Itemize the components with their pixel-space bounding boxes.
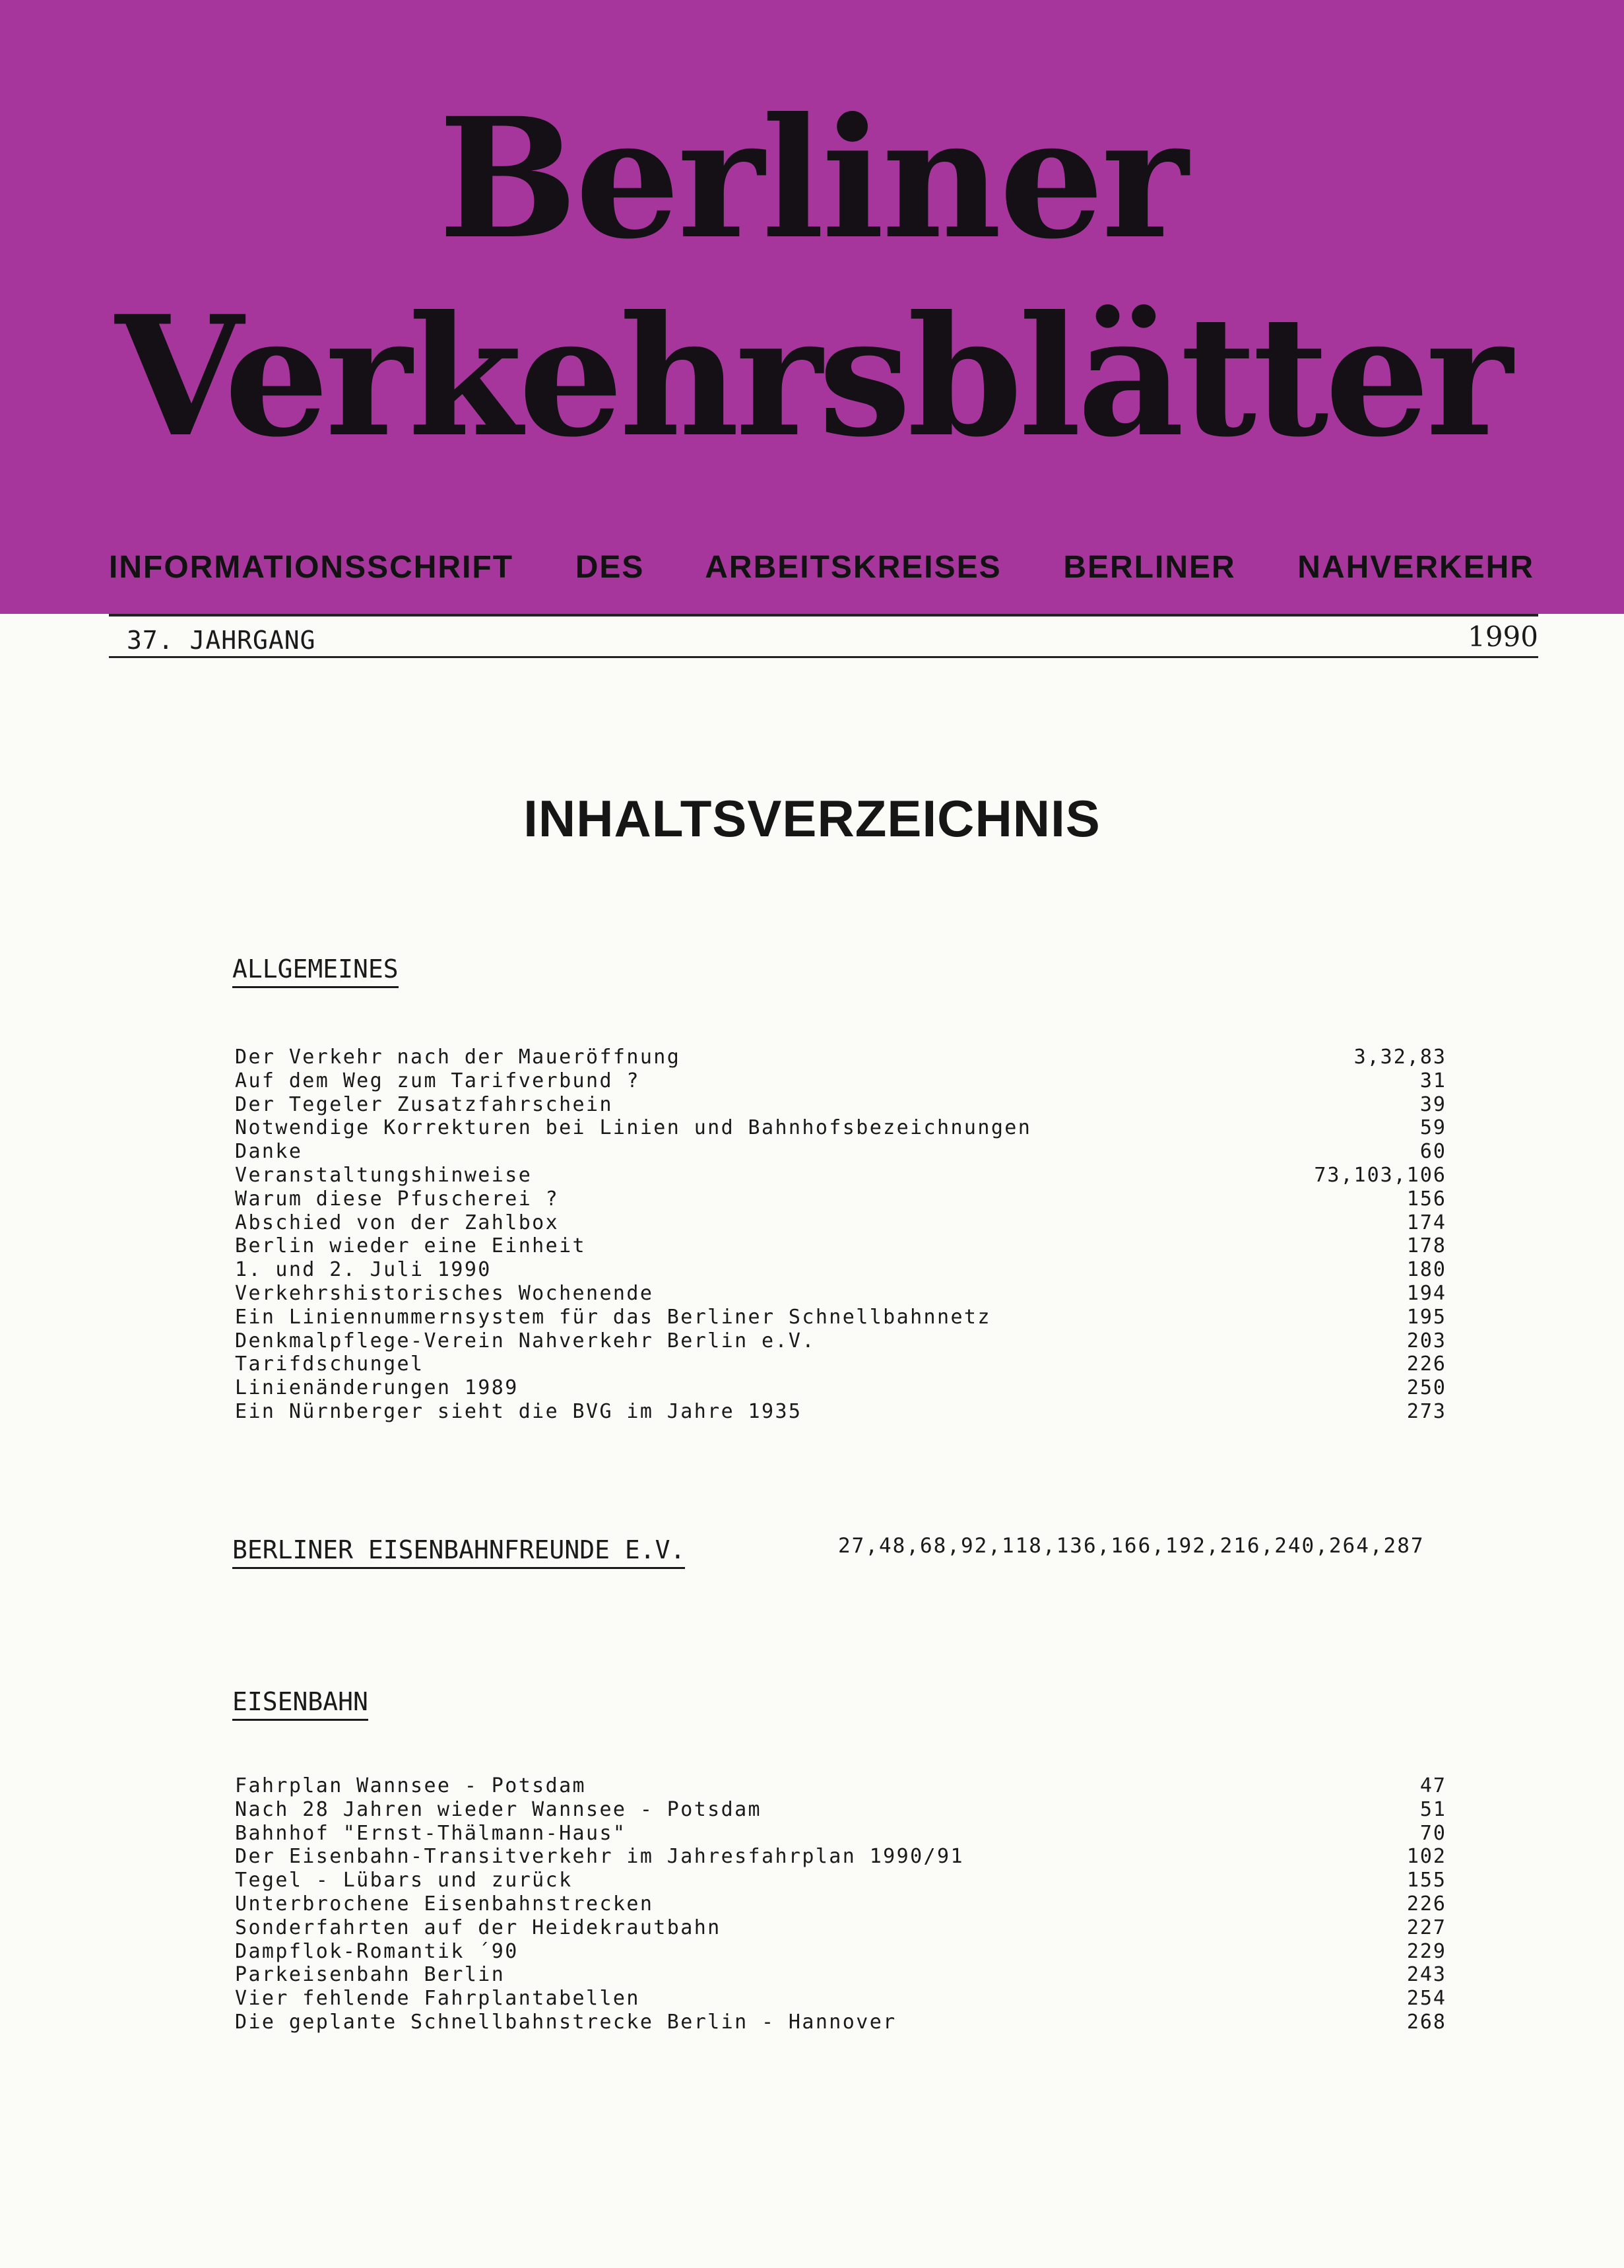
toc-entry-title: Fahrplan Wannsee - Potsdam xyxy=(235,1774,586,1797)
toc-entry-pages: 47 xyxy=(1419,1774,1446,1797)
toc-entry-title: 1. und 2. Juli 1990 xyxy=(235,1258,492,1282)
toc-entry-pages: 250 xyxy=(1406,1376,1446,1400)
section-title-eisenbahn: EISENBAHN xyxy=(232,1687,368,1721)
toc-entry-title: Ein Nürnberger sieht die BVG im Jahre 1935 xyxy=(235,1399,802,1423)
toc-entry xyxy=(235,1845,1446,1869)
toc-entry-pages: 203 xyxy=(1406,1329,1446,1352)
header-rule-top xyxy=(109,614,1538,617)
toc-entry-pages: 254 xyxy=(1406,1987,1446,2011)
toc-entry-title: Berlin wieder eine Einheit xyxy=(235,1234,586,1258)
toc-entry-title: Abschied von der Zahlbox xyxy=(235,1211,560,1234)
toc-entry xyxy=(235,1987,1446,2011)
toc-entry xyxy=(235,1140,1446,1164)
toc-entry-pages: 226 xyxy=(1406,1892,1446,1916)
toc-list-allgemeines xyxy=(235,1046,1446,1424)
toc-entry xyxy=(235,1869,1446,1892)
toc-entry-title: Der Eisenbahn-Transitverkehr im Jahresfahrplan 1990/91 xyxy=(235,1845,964,1869)
toc-entry xyxy=(235,1892,1446,1916)
toc-entry-pages: 102 xyxy=(1406,1845,1446,1869)
toc-entry-pages: 59 xyxy=(1419,1116,1446,1140)
toc-entry-pages: 39 xyxy=(1419,1092,1446,1116)
toc-entry xyxy=(235,1093,1446,1117)
toc-list-eisenbahn xyxy=(235,1774,1446,2034)
toc-entry-title: Parkeisenbahn Berlin xyxy=(235,1963,505,1987)
toc-entry-pages: 273 xyxy=(1406,1399,1446,1423)
toc-entry-title: Die geplante Schnellbahnstrecke Berlin - Hannover xyxy=(235,2010,897,2034)
toc-entry-title: Verkehrshistorisches Wochenende xyxy=(235,1281,654,1305)
toc-entry-title: Vier fehlende Fahrplantabellen xyxy=(235,1987,640,2011)
toc-entry-title: Dampflok-Romantik ´90 xyxy=(235,1939,519,1963)
toc-entry-pages: 268 xyxy=(1406,2010,1446,2034)
toc-entry xyxy=(235,1376,1446,1400)
toc-entry-pages: 229 xyxy=(1406,1939,1446,1963)
toc-entry-pages: 243 xyxy=(1406,1963,1446,1987)
toc-entry-title: Der Verkehr nach der Maueröffnung xyxy=(235,1046,681,1069)
toc-entry xyxy=(235,1116,1446,1140)
toc-entry-title: Denkmalpflege-Verein Nahverkehr Berlin e.V. xyxy=(235,1329,816,1352)
toc-entry-pages: 174 xyxy=(1406,1211,1446,1234)
toc-entry xyxy=(235,1234,1446,1258)
section-title-eisenbahnfreunde: BERLINER EISENBAHNFREUNDE E.V. xyxy=(232,1535,685,1569)
toc-entry xyxy=(235,1069,1446,1093)
toc-entry-pages: 3,32,83 xyxy=(1353,1046,1446,1069)
masthead-subtitle: INFORMATIONSSCHRIFT DES ARBEITSKREISES BERLINER NAHVERKEHR xyxy=(109,550,1534,585)
toc-entry-title: Der Tegeler Zusatzfahrschein xyxy=(235,1092,613,1116)
year-label: 1990 xyxy=(1468,620,1538,653)
toc-entry xyxy=(235,1798,1446,1822)
header-rule-bottom xyxy=(109,656,1538,658)
toc-entry xyxy=(235,1187,1446,1211)
toc-entry xyxy=(235,1211,1446,1235)
toc-entry xyxy=(235,1258,1446,1282)
toc-entry-title: Warum diese Pfuscherei ? xyxy=(235,1187,560,1211)
toc-entry xyxy=(235,1822,1446,1846)
toc-entry-title: Tarifdschungel xyxy=(235,1352,424,1376)
toc-entry xyxy=(235,1940,1446,1964)
toc-entry-title: Ein Liniennummernsystem für das Berliner Schnellbahnnetz xyxy=(235,1305,991,1329)
toc-entry xyxy=(235,1164,1446,1187)
toc-entry-title: Danke xyxy=(235,1140,303,1164)
toc-entry-pages: 194 xyxy=(1406,1281,1446,1305)
header-banner xyxy=(0,0,1624,614)
toc-entry-pages: 51 xyxy=(1419,1797,1446,1821)
toc-entry-pages: 227 xyxy=(1406,1916,1446,1939)
volume-label: 37. JAHRGANG xyxy=(127,626,316,655)
toc-entry-title: Tegel - Lübars und zurück xyxy=(235,1869,573,1892)
toc-entry-pages: 226 xyxy=(1406,1352,1446,1376)
toc-entry-pages: 180 xyxy=(1406,1258,1446,1282)
toc-entry-title: Unterbrochene Eisenbahnstrecken xyxy=(235,1892,654,1916)
toc-entry-pages: 60 xyxy=(1419,1140,1446,1164)
toc-entry xyxy=(235,1282,1446,1306)
toc-entry xyxy=(235,1306,1446,1329)
toc-entry-pages: 31 xyxy=(1419,1069,1446,1092)
toc-entry-pages: 195 xyxy=(1406,1305,1446,1329)
toc-entry-pages: 156 xyxy=(1406,1187,1446,1211)
toc-entry-title: Auf dem Weg zum Tarifverbund ? xyxy=(235,1069,640,1092)
toc-entry-title: Veranstaltungshinweise xyxy=(235,1163,533,1187)
toc-entry xyxy=(235,2011,1446,2034)
toc-entry xyxy=(235,1916,1446,1940)
toc-entry-title: Bahnhof "Ernst-Thälmann-Haus" xyxy=(235,1821,627,1845)
toc-entry xyxy=(235,1352,1446,1376)
eisenbahnfreunde-pages: 27,48,68,92,118,136,166,192,216,240,264,287 xyxy=(838,1534,1425,1558)
toc-entry-title: Nach 28 Jahren wieder Wannsee - Potsdam xyxy=(235,1797,762,1821)
toc-entry-title: Linienänderungen 1989 xyxy=(235,1376,519,1400)
masthead-title-line1: Berliner xyxy=(438,81,1186,275)
toc-entry xyxy=(235,1400,1446,1424)
section-title-allgemeines: ALLGEMEINES xyxy=(232,954,399,988)
masthead-title-line2: Verkehrsblätter xyxy=(115,279,1509,473)
toc-entry xyxy=(235,1046,1446,1069)
toc-entry-title: Notwendige Korrekturen bei Linien und Bahnhofsbezeichnungen xyxy=(235,1116,1032,1140)
toc-entry-title: Sonderfahrten auf der Heidekrautbahn xyxy=(235,1916,721,1939)
toc-entry xyxy=(235,1329,1446,1353)
toc-entry xyxy=(235,1963,1446,1987)
toc-entry-pages: 178 xyxy=(1406,1234,1446,1258)
toc-entry-pages: 70 xyxy=(1419,1821,1446,1845)
toc-entry-pages: 155 xyxy=(1406,1869,1446,1892)
page-heading: INHALTSVERZEICHNIS xyxy=(523,789,1101,848)
toc-entry xyxy=(235,1774,1446,1798)
toc-entry-pages: 73,103,106 xyxy=(1314,1163,1446,1187)
